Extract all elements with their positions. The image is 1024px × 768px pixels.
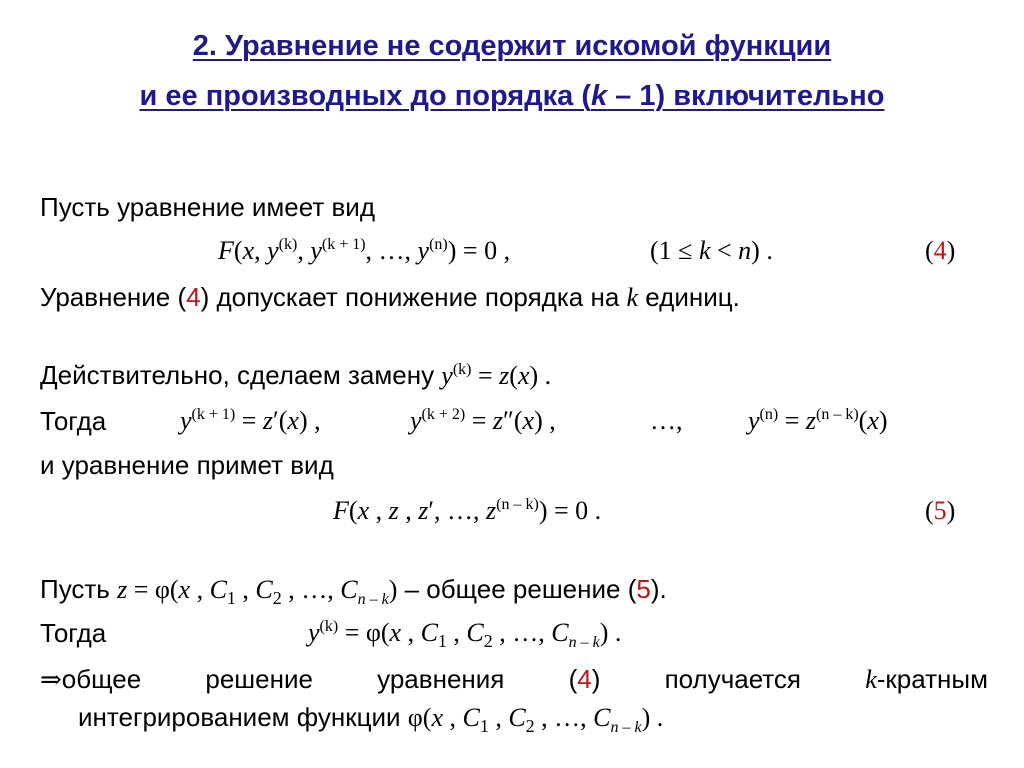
derivative-n: $y^{(n)} = z^{(n - k)}(x)$ xyxy=(748,406,888,435)
order-reduction-statement: Уравнение (4) допускает понижение порядка на k единиц. xyxy=(40,282,740,312)
equation-4: F(x, $y^{(k)}$, $y^{(k + 1)}$, …, $y^{(n)}) = 0$ , xyxy=(218,236,511,265)
derivative-1: $y^{(k + 1)} = z'(x)$ , xyxy=(180,406,321,435)
conclusion-line-1 xyxy=(40,664,988,695)
conclusion-line-2: интегрированием функции φ(x , $C_1$ , $C_2$ , …, $C_{n - k}$) . xyxy=(78,702,664,736)
equation-becomes: и уравнение примет вид xyxy=(40,450,334,480)
word: k-кратным xyxy=(865,664,988,694)
implies-arrow-icon: ⇒общее xyxy=(40,664,142,694)
title-text-end: – 1) включительно xyxy=(607,80,885,112)
substitution-line: Действительно, сделаем замену $y^{(k)} = z(x)$ . xyxy=(40,360,552,390)
equation-4-condition: (1 ≤ k < n) . xyxy=(650,236,773,265)
let-equation-form: Пусть уравнение имеет вид xyxy=(40,192,375,222)
word: решение xyxy=(205,664,313,694)
word: уравнения xyxy=(377,664,505,694)
title-k: k xyxy=(590,80,608,112)
then-label-1: Тогда xyxy=(40,406,107,436)
equation-5-number: (5) xyxy=(925,496,956,525)
kth-derivative-solution: $y^{(k)} = \varphi(x$ , $C_1$ , $C_2$ , …, $C_{n - k}$) . xyxy=(308,618,622,651)
equation-5: F(x , z , z′, …, $z^{(n - k)}) = 0$ . xyxy=(333,496,602,525)
general-solution-line: Пусть z = φ(x , $C_1$ , $C_2$ , …, $C_{n - k}$) – общее решение (5). xyxy=(40,574,667,608)
slide-title-line-2 xyxy=(0,80,1024,113)
equation-ref: (4) xyxy=(568,664,601,694)
derivative-ellipsis: …, xyxy=(650,406,683,435)
word: получается xyxy=(664,664,801,694)
slide-title-line-1: 2. Уравнение не содержит искомой функции xyxy=(192,30,832,62)
derivative-2: $y^{(k + 2)} = z''(x)$ , xyxy=(410,406,556,435)
title-text: и ее производных до порядка ( xyxy=(139,80,591,112)
equation-4-number: (4) xyxy=(925,236,956,265)
then-label-2: Тогда xyxy=(40,618,107,648)
